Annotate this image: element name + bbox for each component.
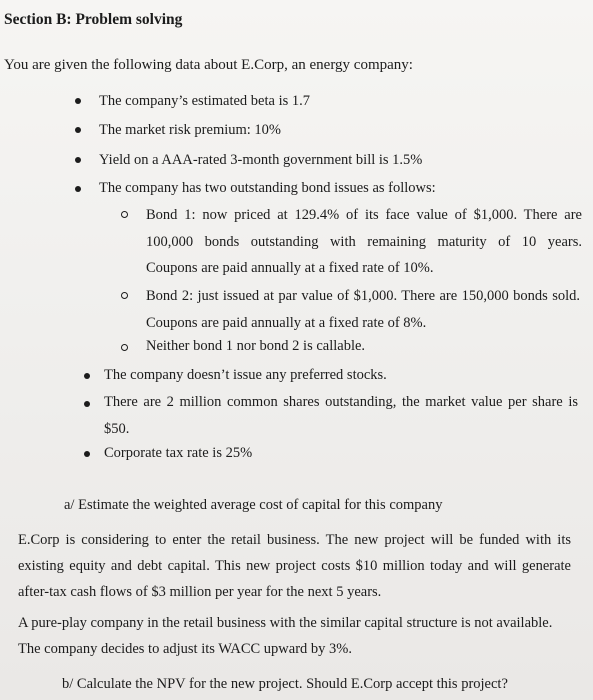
paragraph-1-line2: existing equity and debt capital. This new project costs $10 million today and will generate	[18, 558, 571, 574]
list-item: Yield on a AAA-rated 3-month government bill is 1.5%	[99, 152, 423, 168]
paragraph-1-line3: after-tax cash flows of $3 million per year for the next 5 years.	[18, 584, 382, 600]
callable-item: Neither bond 1 nor bond 2 is callable.	[146, 338, 366, 354]
bullet-icon	[75, 98, 81, 104]
list-item: Corporate tax rate is 25%	[104, 445, 253, 461]
bond1-line2: 100,000 bonds outstanding with remaining maturity of 10 years.	[146, 233, 582, 250]
list-item: The company’s estimated beta is 1.7	[99, 93, 311, 109]
bond2-line1: Bond 2: just issued at par value of $1,000. There are 150,000 bonds sold.	[146, 288, 580, 304]
intro-text: You are given the following data about E.Corp, an energy company:	[4, 57, 413, 73]
bullet-icon	[84, 401, 90, 407]
list-item: The market risk premium: 10%	[99, 122, 282, 138]
bond1-line3: Coupons are paid annually at a fixed rate of 10%.	[146, 260, 434, 276]
bond2-line2: Coupons are paid annually at a fixed rate of 8%.	[146, 314, 427, 331]
paragraph-1-line1: E.Corp is considering to enter the retail business. The new project will be funded with its	[18, 532, 571, 548]
circle-bullet-icon	[121, 344, 128, 351]
bullet-icon	[75, 127, 81, 133]
paragraph-2-line2: The company decides to adjust its WACC upward by 3%.	[18, 641, 352, 657]
circle-bullet-icon	[121, 211, 128, 218]
paragraph-2-line1: A pure-play company in the retail business with the similar capital structure is not available.	[18, 615, 553, 631]
bond1-item	[146, 202, 582, 282]
question-b: b/ Calculate the NPV for the new project. Should E.Corp accept this project?	[62, 676, 508, 692]
bond2-item	[146, 283, 580, 336]
bond1-line1: Bond 1: now priced at 129.4% of its face value of $1,000. There are	[146, 207, 582, 223]
circle-bullet-icon	[121, 292, 128, 299]
shares-line1: There are 2 million common shares outstanding, the market value per share is	[104, 394, 578, 410]
paragraph-2	[18, 610, 571, 662]
bullet-icon	[84, 451, 90, 457]
paragraph-1	[18, 527, 571, 605]
bullet-icon	[84, 373, 90, 379]
bullet-icon	[75, 186, 81, 192]
list-item: The company doesn’t issue any preferred stocks.	[104, 367, 387, 383]
shares-item	[104, 389, 578, 442]
section-title: Section B: Problem solving	[4, 11, 183, 28]
bullet-icon	[75, 157, 81, 163]
list-item: The company has two outstanding bond issues as follows:	[99, 180, 436, 196]
shares-line2: $50.	[104, 420, 130, 437]
question-a: a/ Estimate the weighted average cost of capital for this company	[64, 497, 443, 513]
